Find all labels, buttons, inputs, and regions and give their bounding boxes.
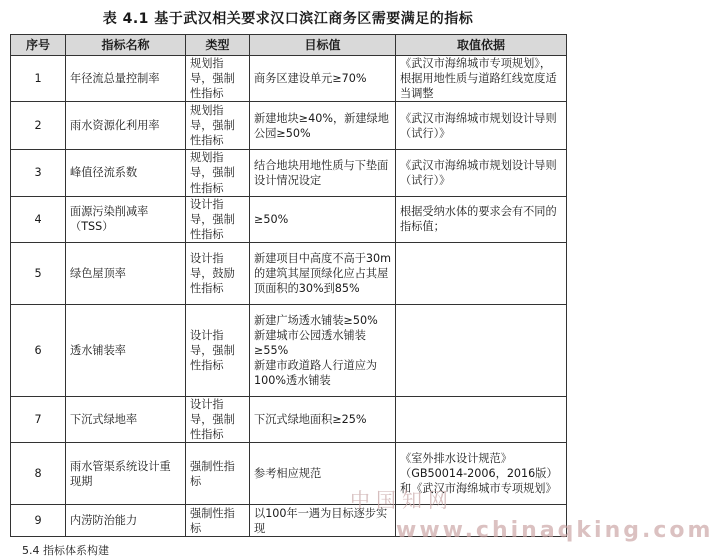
cell-type: 规划指导，强制性指标	[186, 150, 250, 196]
cell-name: 透水铺装率	[66, 304, 186, 396]
cell-index: 1	[11, 56, 66, 102]
cell-name: 内涝防治能力	[66, 505, 186, 537]
table-row	[11, 196, 567, 242]
header-index: 序号	[11, 35, 66, 56]
cell-target: 新建广场透水铺装≥50% 新建城市公园透水铺装≥55% 新建市政道路人行道应为100%透水铺装	[250, 304, 396, 396]
cell-basis: 《室外排水设计规范》（GB50014-2006，2016版）和《武汉市海绵城市专项规划》	[396, 443, 567, 505]
watermark-url: www.chinaqking.com	[396, 518, 713, 543]
cell-target: 新建项目中高度不高于30m的建筑其屋顶绿化应占其屋顶面积的30%到85%	[250, 242, 396, 304]
cell-type: 规划指导，强制性指标	[186, 56, 250, 102]
cell-type: 强制性指标	[186, 505, 250, 537]
table-header-row	[11, 35, 567, 56]
table-row	[11, 304, 567, 396]
cell-index: 9	[11, 505, 66, 537]
cell-name: 下沉式绿地率	[66, 396, 186, 442]
cell-basis: 根据受纳水体的要求会有不同的指标值；	[396, 196, 567, 242]
cell-index: 5	[11, 242, 66, 304]
cell-target: 结合地块用地性质与下垫面设计情况设定	[250, 150, 396, 196]
table-row	[11, 443, 567, 505]
cell-target: 下沉式绿地面积≥25%	[250, 396, 396, 442]
table-row	[11, 150, 567, 196]
cell-index: 8	[11, 443, 66, 505]
cell-basis	[396, 304, 567, 396]
cell-basis	[396, 242, 567, 304]
table-row	[11, 102, 567, 150]
indicator-table	[10, 34, 567, 537]
cell-type: 设计指导，鼓励性指标	[186, 242, 250, 304]
cell-index: 3	[11, 150, 66, 196]
table-row	[11, 505, 567, 537]
header-basis: 取值依据	[396, 35, 567, 56]
cell-index: 6	[11, 304, 66, 396]
cell-index: 4	[11, 196, 66, 242]
cell-type: 强制性指标	[186, 443, 250, 505]
cell-name: 绿色屋顶率	[66, 242, 186, 304]
cell-target: 参考相应规范	[250, 443, 396, 505]
cell-type: 设计指导，强制性指标	[186, 396, 250, 442]
cell-target: ≥50%	[250, 196, 396, 242]
cell-basis: 《武汉市海绵城市规划设计导则（试行）》	[396, 102, 567, 150]
cell-index: 2	[11, 102, 66, 150]
cell-name: 面源污染削减率（TSS）	[66, 196, 186, 242]
cell-target: 新建地块≥40%，新建绿地公园≥50%	[250, 102, 396, 150]
table-row	[11, 242, 567, 304]
cell-target: 以100年一遇为目标逐步实现	[250, 505, 396, 537]
cell-basis	[396, 396, 567, 442]
cell-name: 雨水管渠系统设计重现期	[66, 443, 186, 505]
section-heading-cutoff: 5.4 指标体系构建	[22, 544, 109, 557]
watermark-logo-text: 中国知网	[350, 488, 454, 512]
cell-type: 规划指导，强制性指标	[186, 102, 250, 150]
header-name: 指标名称	[66, 35, 186, 56]
cell-type: 设计指导，强制性指标	[186, 304, 250, 396]
header-type: 类型	[186, 35, 250, 56]
table-title: 表 4.1 基于武汉相关要求汉口滨江商务区需要满足的指标	[102, 11, 474, 27]
header-target: 目标值	[250, 35, 396, 56]
cell-type: 设计指导，强制性指标	[186, 196, 250, 242]
cell-index: 7	[11, 396, 66, 442]
cell-name: 雨水资源化利用率	[66, 102, 186, 150]
table-row	[11, 396, 567, 442]
cell-name: 年径流总量控制率	[66, 56, 186, 102]
cell-name: 峰值径流系数	[66, 150, 186, 196]
cell-basis: 《武汉市海绵城市专项规划》，根据用地性质与道路红线宽度适当调整	[396, 56, 567, 102]
cell-basis: 《武汉市海绵城市规划设计导则（试行）》	[396, 150, 567, 196]
cell-basis	[396, 505, 567, 537]
cell-target: 商务区建设单元≥70%	[250, 56, 396, 102]
table-row	[11, 56, 567, 102]
